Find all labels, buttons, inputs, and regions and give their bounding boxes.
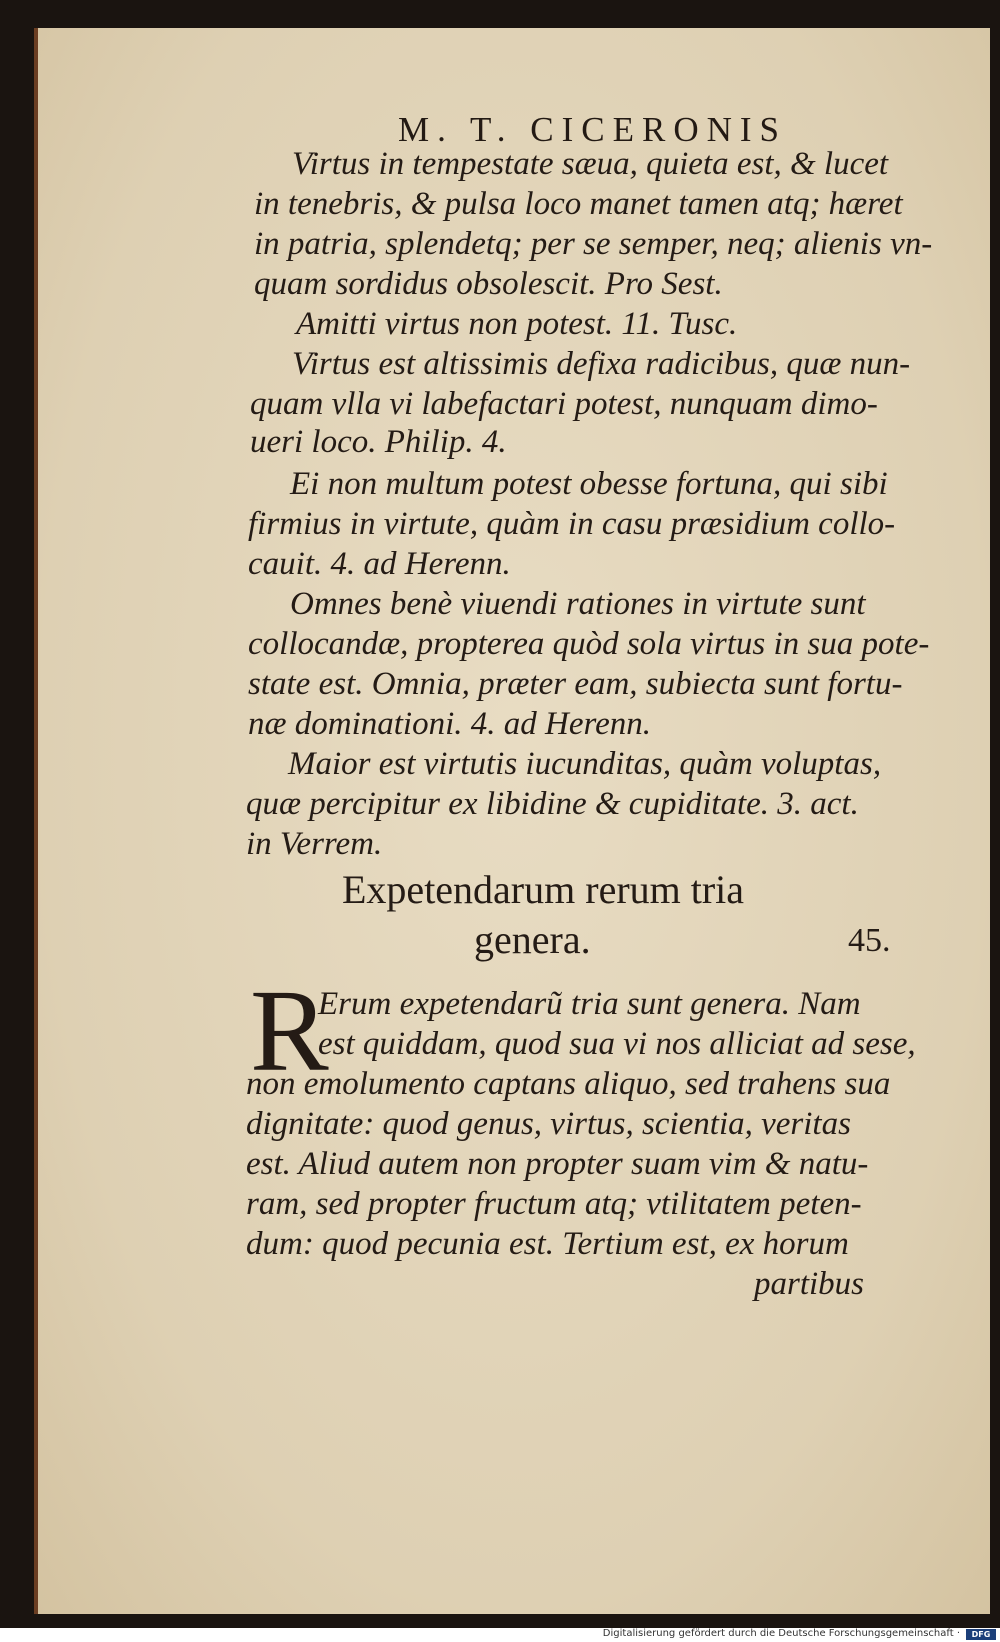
body-line: quæ percipitur ex libidine & cupiditate. 3. act. <box>246 786 859 822</box>
section-line: ram, sed propter fructum atq; vtilitatem peten- <box>246 1186 862 1222</box>
footer-credit: Digitalisierung gefördert durch die Deutsche Forschungsgemeinschaft · <box>602 1628 960 1639</box>
body-line: Amitti virtus non potest. 11. Tusc. <box>296 306 738 342</box>
catchword: partibus <box>754 1266 865 1302</box>
body-line: in patria, splendetq; per se semper, neq; alienis vn- <box>254 226 933 262</box>
running-head: M. T. CICERONIS <box>398 110 788 149</box>
body-line: collocandæ, propterea quòd sola virtus in sua pote- <box>248 626 930 662</box>
body-line: Virtus in tempestate sæua, quieta est, & lucet <box>292 146 889 182</box>
body-line: Omnes benè viuendi rationes in virtute sunt <box>290 586 866 622</box>
drop-cap: R <box>250 965 329 1096</box>
body-line: quam vlla vi labefactari potest, nunquam dimo- <box>250 386 878 422</box>
body-line: state est. Omnia, præter eam, subiecta sunt fortu- <box>248 666 903 702</box>
section-title-continued: genera. <box>474 917 591 962</box>
body-line: in tenebris, & pulsa loco manet tamen atq; hæret <box>254 186 903 222</box>
body-line: næ dominationi. 4. ad Herenn. <box>248 706 652 742</box>
body-line: in Verrem. <box>246 826 383 862</box>
body-line: ueri loco. Philip. 4. <box>250 424 507 460</box>
section-line: est. Aliud autem non propter suam vim & natu- <box>246 1146 869 1182</box>
section-line: dignitate: quod genus, virtus, scientia, veritas <box>246 1106 851 1142</box>
body-line: Maior est virtutis iucunditas, quàm voluptas, <box>288 746 882 782</box>
dfg-logo-icon: DFG <box>966 1629 996 1640</box>
section-line: est quiddam, quod sua vi nos alliciat ad sese, <box>318 1026 916 1062</box>
body-line: quam sordidus obsolescit. Pro Sest. <box>254 266 723 302</box>
body-line: Virtus est altissimis defixa radicibus, quæ nun- <box>292 346 911 382</box>
body-line: cauit. 4. ad Herenn. <box>248 546 511 582</box>
body-line: Ei non multum potest obesse fortuna, qui sibi <box>290 466 888 502</box>
section-line: dum: quod pecunia est. Tertium est, ex horum <box>246 1226 849 1262</box>
section-number: 45. <box>848 922 891 959</box>
section-title: Expetendarum rerum tria <box>342 867 745 912</box>
digitization-footer <box>0 1628 1000 1642</box>
section-line: Erum expetendarũ tria sunt genera. Nam <box>318 986 861 1022</box>
body-line: firmius in virtute, quàm in casu præsidium collo- <box>248 506 896 542</box>
section-line: non emolumento captans aliquo, sed trahens sua <box>246 1066 891 1102</box>
